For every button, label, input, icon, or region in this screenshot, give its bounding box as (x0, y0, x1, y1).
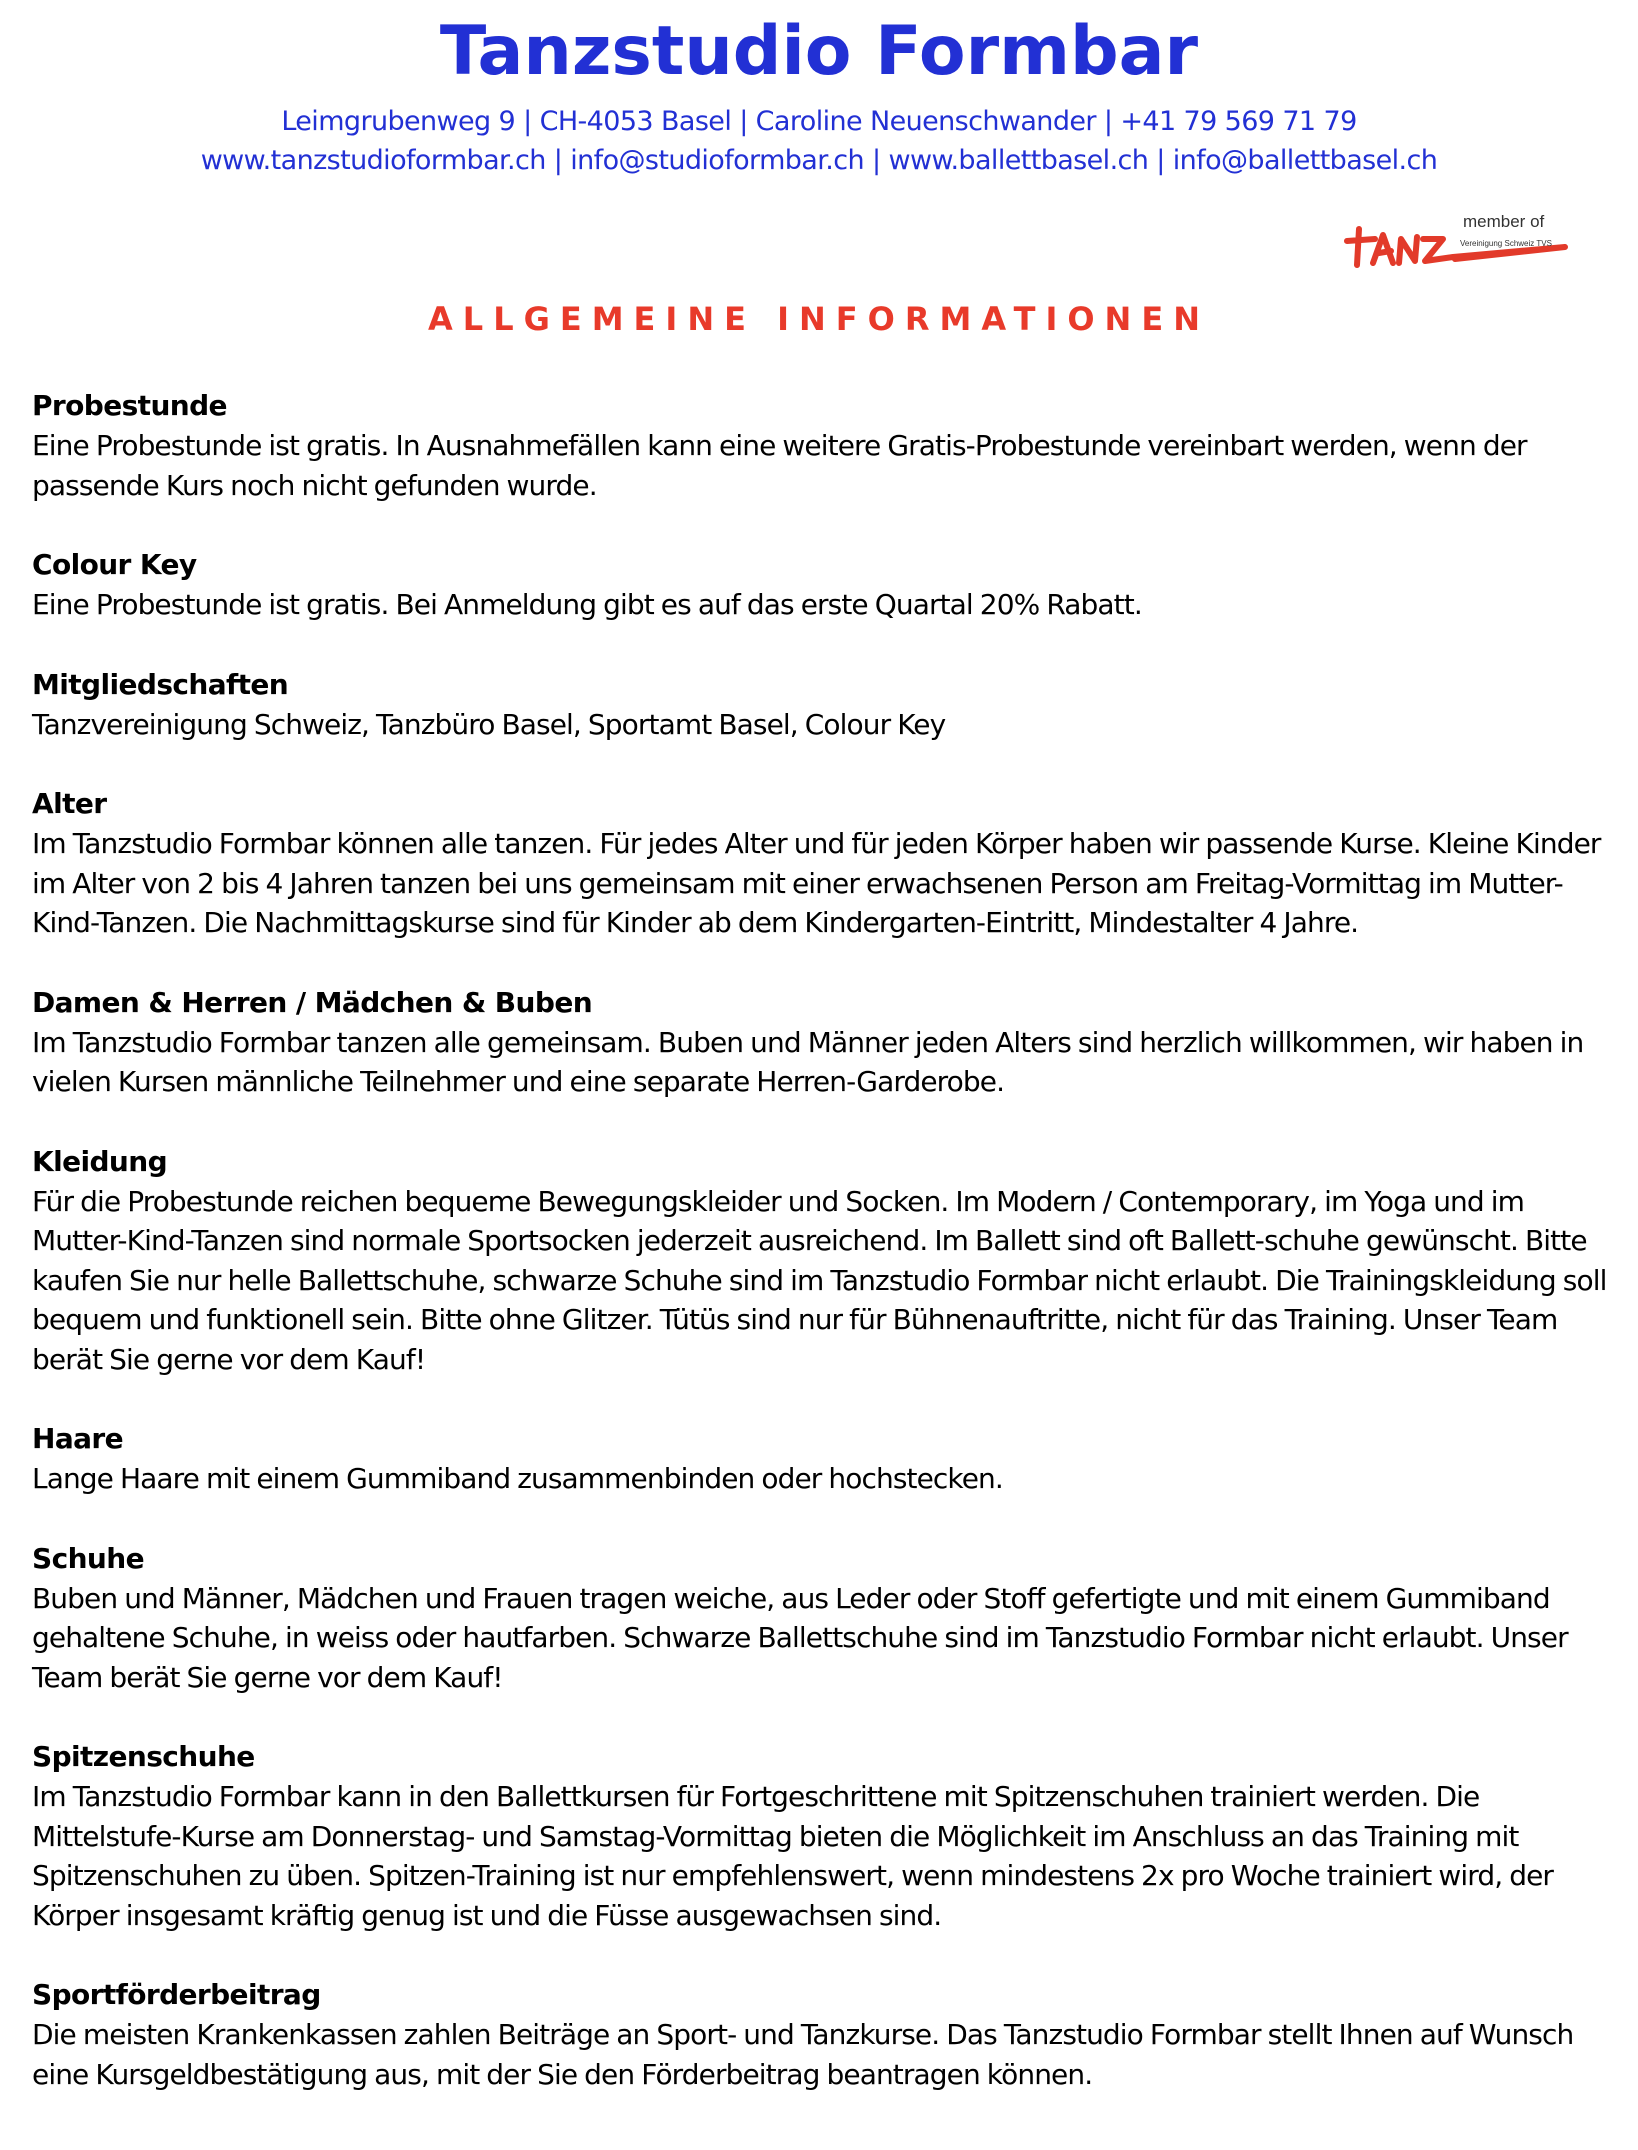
item-heading: Schuhe (32, 1541, 144, 1575)
info-item-haare (32, 1419, 1612, 1499)
item-heading: Kleidung (32, 1144, 168, 1178)
item-heading: Haare (32, 1422, 124, 1455)
info-item-probestunde (32, 386, 1612, 505)
info-list (32, 386, 1612, 2134)
info-item-colour-key (32, 545, 1612, 625)
contact-web-line: www.tanzstudioformbar.ch | info@studioformbar.ch | www.ballettbasel.ch | info@ballettbasel.ch (200, 145, 1438, 176)
member-of-label: member of (1463, 212, 1545, 231)
item-text: Tanzvereinigung Schweiz, Tanzbüro Basel, Sportamt Basel, Colour Key (32, 707, 946, 741)
tvs-subtitle: Vereinigung Schweiz TVS (1460, 239, 1552, 248)
info-item-schuhe (32, 1539, 1612, 1698)
info-item-spitzenschuhe (32, 1737, 1612, 1935)
tanz-member-logo (1335, 205, 1575, 275)
item-text: Im Tanzstudio Formbar können alle tanzen. Für jedes Alter und für jeden Körper haben wir passende Kurse. Kleine Kinder im Alter von 2 bis 4 Jahren tanzen bei uns gemeinsam mit einer erwachsenen Person am Freitag-Vormittag im Mutter-Kind-Tanzen. Die Nachmittagskurse sind für Kinder ab dem Kindergarten-Eintritt, Mindestalter 4 Jahre. (32, 827, 1601, 939)
item-text: Eine Probestunde ist gratis. In Ausnahmefällen kann eine weitere Gratis-Probestunde vereinbart werden, wenn der passende Kurs noch nicht gefunden wurde. (32, 429, 1527, 502)
letterhead (0, 0, 1638, 180)
section-title: ALLGEMEINE INFORMATIONEN (428, 300, 1210, 338)
item-text: Im Tanzstudio Formbar kann in den Ballettkursen für Fortgeschrittene mit Spitzenschuhen trainiert werden. Die Mittelstufe-Kurse am Donnerstag- und Samstag-Vormittag bieten die Möglichkeit im Anschluss an das Training mit Spitzenschuhen zu üben. Spitzen-Training ist nur empfehlenswert, wenn mindestens 2x pro Woche trainiert wird, der Körper insgesamt kräftig genug ist und die Füsse ausgewachsen sind. (32, 1780, 1554, 1932)
item-text: Buben und Männer, Mädchen und Frauen tragen weiche, aus Leder oder Stoff gefertigte und mit einem Gummiband gehaltene Schuhe, in weiss oder hautfarben. Schwarze Ballettschuhe sind im Tanzstudio Formbar nicht erlaubt. Unser Team berät Sie gerne vor dem Kauf! (32, 1581, 1568, 1694)
item-heading: Alter (32, 787, 107, 820)
info-item-mitgliedschaften (32, 665, 1612, 745)
item-text: Eine Probestunde ist gratis. Bei Anmeldung gibt es auf das erste Quartal 20% Rabatt. (32, 588, 1142, 621)
tanz-logo-icon (1335, 205, 1575, 275)
info-item-kleidung (32, 1142, 1612, 1380)
item-text: Lange Haare mit einem Gummiband zusammenbinden oder hochstecken. (32, 1462, 1003, 1495)
item-text: Im Tanzstudio Formbar tanzen alle gemeinsam. Buben und Männer jeden Alters sind herzlich willkommen, wir haben in vielen Kursen männliche Teilnehmer und eine separate Herren-Garderobe. (32, 1025, 1584, 1098)
item-heading: Sportförderbeitrag (32, 1978, 321, 2011)
info-item-sportfoerderbeitrag (32, 1975, 1612, 2094)
item-heading: Probestunde (32, 389, 227, 422)
info-item-damen-herren (32, 983, 1612, 1102)
studio-title: Tanzstudio Formbar (439, 12, 1199, 91)
item-heading: Damen & Herren / Mädchen & Buben (32, 985, 593, 1019)
item-text: Für die Probestunde reichen bequeme Bewegungskleider und Socken. Im Modern / Contemporary, im Yoga und im Mutter-Kind-Tanzen sind normale Sportsocken jederzeit ausreichend. Im Ballett sind oft Ballett-schuhe gewünscht. Bitte kaufen Sie nur helle Ballettschuhe, schwarze Schuhe sind im Tanzstudio Formbar nicht erlaubt. Die Trainingskleidung soll bequem und funktionell sein. Bitte ohne Glitzer. Tütüs sind nur für Bühnenauftritte, nicht für das Training. Unser Team berät Sie gerne vor dem Kauf! (32, 1184, 1607, 1376)
item-heading: Spitzenschuhe (32, 1740, 255, 1773)
contact-address-line: Leimgrubenweg 9 | CH-4053 Basel | Caroline Neuenschwander | +41 79 569 71 79 (281, 106, 1357, 137)
item-heading: Colour Key (32, 548, 197, 581)
info-item-alter (32, 784, 1612, 943)
item-text: Die meisten Krankenkassen zahlen Beiträge an Sport- und Tanzkurse. Das Tanzstudio Formbar stellt Ihnen auf Wunsch eine Kursgeldbestätigung aus, mit der Sie den Förderbeitrag beantragen können. (32, 2018, 1574, 2091)
item-heading: Mitgliedschaften (32, 667, 289, 701)
